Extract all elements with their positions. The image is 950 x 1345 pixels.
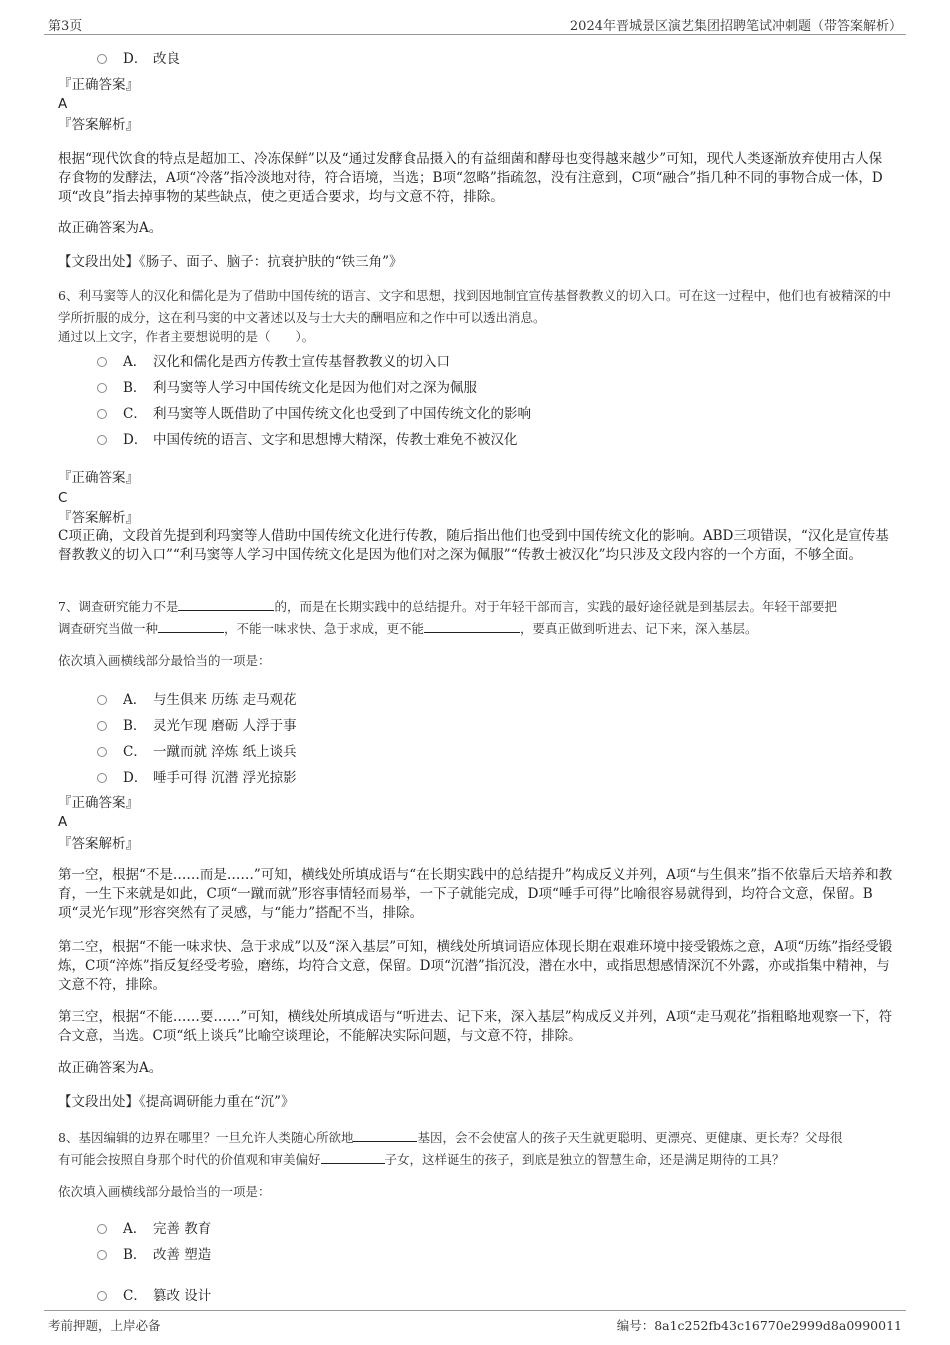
page-footer xyxy=(44,1310,906,1335)
q8-option-c[interactable]: C． 篡改 设计 xyxy=(97,1284,211,1304)
q6-analysis-label: 『答案解析』 xyxy=(58,510,139,526)
q8-option-a[interactable]: A． 完善 教育 xyxy=(97,1217,211,1237)
q7-answer: A xyxy=(58,814,68,830)
q7-source: 【文段出处】《提高调研能力重在“沉”》 xyxy=(58,1094,295,1110)
radio-icon[interactable] xyxy=(97,1224,107,1234)
q7-option-a[interactable]: A． 与生俱来 历练 走马观花 xyxy=(97,688,297,708)
q7-analysis-2: 第二空，根据“不能一味求快、急于求成”以及“深入基层”可知，横线处所填词语应体现长期在艰难环境中接受锻炼之意，A项“历练”指经受锻炼，C项“淬炼”指反复经受考验，磨练，均符合文意，保留。D项“沉潜”指沉没，潜在水中，或指思想感情深沉不外露，亦或指集中精神，与文意不符，排除。 xyxy=(58,939,893,993)
q7-option-c[interactable]: C． 一蹴而就 淬炼 纸上谈兵 xyxy=(97,740,297,760)
blank-2 xyxy=(321,1149,385,1164)
q7-conclusion: 故正确答案为A。 xyxy=(58,1060,163,1076)
q5-option-d[interactable]: D． 改良 xyxy=(97,47,180,67)
q7-stem: 7、调查研究能力不是 的，而是在长期实践中的总结提升。对于年轻干部而言，实践的最好途径就是到基层去。年轻干部要把 调查研究当做一种 ，不能一味求快、急于求成，更不能 ，要真正做到听进去、记下来，深入基层。 xyxy=(58,596,898,640)
q5-conclusion: 故正确答案为A。 xyxy=(58,220,163,236)
blank-3 xyxy=(424,618,520,633)
radio-icon[interactable] xyxy=(97,54,107,64)
radio-icon[interactable] xyxy=(97,1291,107,1301)
radio-icon[interactable] xyxy=(97,1250,107,1260)
q7-option-d[interactable]: D． 唾手可得 沉潜 浮光掠影 xyxy=(97,766,297,786)
q8-stem: 8、基因编辑的边界在哪里？一旦允许人类随心所欲地 基因，会不会使富人的孩子天生就更聪明、更漂亮、更健康、更长寿？父母很 有可能会按照自身那个时代的价值观和审美偏好 子女，这样诞生的孩子，到底是独立的智慧生命，还是满足期待的工具？ xyxy=(58,1127,898,1171)
radio-icon[interactable] xyxy=(97,357,107,367)
radio-icon[interactable] xyxy=(97,383,107,393)
q5-source: 【文段出处】《肠子、面子、脑子：抗衰护肤的“铁三角”》 xyxy=(58,254,403,270)
q7-analysis-3: 第三空，根据“不能……要……”可知，横线处所填成语与“听进去、记下来，深入基层”构成反义并列，A项“走马观花”指粗略地观察一下，符合文意，当选。C项“纸上谈兵”比喻空谈理论，不能解决实际问题，与文意不符，排除。 xyxy=(58,1009,893,1044)
document-title: 2024年晋城景区演艺集团招聘笔试冲刺题（带答案解析） xyxy=(569,19,902,34)
q5-answer-label: 『正确答案』 xyxy=(58,77,139,93)
page-header xyxy=(44,12,906,35)
q6-stem: 6、利马窦等人的汉化和儒化是为了借助中国传统的语言、文字和思想，找到因地制宜宣传基督教教义的切入口。可在这一过程中，他们也有被精深的中学所折服的成分，这在利马窦的中文著述以及与士大夫的酬唱应和之作中可以透出消息。 xyxy=(58,288,891,325)
q6-option-c[interactable]: C． 利马窦等人既借助了中国传统文化也受到了中国传统文化的影响 xyxy=(97,402,531,422)
q6-analysis: C项正确，文段首先提到利玛窦等人借助中国传统文化进行传教，随后指出他们也受到中国传统文化的影响。ABD三项错误，“汉化是宣传基督教教义的切入口”“利马窦等人学习中国传统文化是因为他们对之深为佩服”“传教士被汉化”均只涉及文段内容的一个方面，不够全面。 xyxy=(58,528,889,563)
radio-icon[interactable] xyxy=(97,747,107,757)
q5-answer: A xyxy=(58,96,68,112)
radio-icon[interactable] xyxy=(97,409,107,419)
document-id: 编号：8a1c252fb43c16770e2999d8a0990011 xyxy=(616,1318,902,1333)
q5-analysis-label: 『答案解析』 xyxy=(58,117,139,133)
q7-analysis-1: 第一空，根据“不是……而是……”可知，横线处所填成语与“在长期实践中的总结提升”构成反义并列，A项“与生俱来”指不依靠后天培养和教育，一生下来就是如此，C项“一蹴而就”形容事情轻而易举，一下子就能完成，D项“唾手可得”比喻很容易就得到，均符合文意，保留。B项“灵光乍现”形容突然有了灵感，与“能力”搭配不当，排除。 xyxy=(58,867,893,921)
q8-option-b[interactable]: B． 改善 塑造 xyxy=(97,1243,211,1263)
q7-question: 依次填入画横线部分最恰当的一项是： xyxy=(58,653,271,668)
q8-question: 依次填入画横线部分最恰当的一项是： xyxy=(58,1184,271,1199)
page-number: 第3页 xyxy=(48,19,83,34)
radio-icon[interactable] xyxy=(97,695,107,705)
radio-icon[interactable] xyxy=(97,435,107,445)
footer-slogan: 考前押题，上岸必备 xyxy=(48,1318,161,1333)
radio-icon[interactable] xyxy=(97,773,107,783)
q6-option-a[interactable]: A． 汉化和儒化是西方传教士宣传基督教教义的切入口 xyxy=(97,350,450,370)
q6-answer: C xyxy=(58,490,68,506)
q7-analysis-label: 『答案解析』 xyxy=(58,836,139,852)
q6-option-b[interactable]: B． 利马窦等人学习中国传统文化是因为他们对之深为佩服 xyxy=(97,376,477,396)
blank-2 xyxy=(158,618,224,633)
blank-1 xyxy=(178,596,274,611)
q7-option-b[interactable]: B． 灵光乍现 磨砺 人浮于事 xyxy=(97,714,297,734)
blank-1 xyxy=(353,1127,417,1142)
radio-icon[interactable] xyxy=(97,721,107,731)
q6-question: 通过以上文字，作者主要想说明的是（ ）。 xyxy=(58,329,315,344)
q6-option-d[interactable]: D． 中国传统的语言、文字和思想博大精深，传教士难免不被汉化 xyxy=(97,428,518,448)
q7-answer-label: 『正确答案』 xyxy=(58,795,139,811)
q6-answer-label: 『正确答案』 xyxy=(58,470,139,486)
q5-analysis: 根据“现代饮食的特点是超加工、冷冻保鲜”以及“通过发酵食品摄入的有益细菌和酵母也变得越来越少”可知，现代人类逐渐放弃使用古人保存食物的发酵法，A项“冷落”指冷淡地对待，符合语境，当选；B项“忽略”指疏忽，没有注意到，C项“融合”指几种不同的事物合成一体，D项“改良”指去掉事物的某些缺点，使之更适合要求，均与文意不符，排除。 xyxy=(58,151,883,205)
